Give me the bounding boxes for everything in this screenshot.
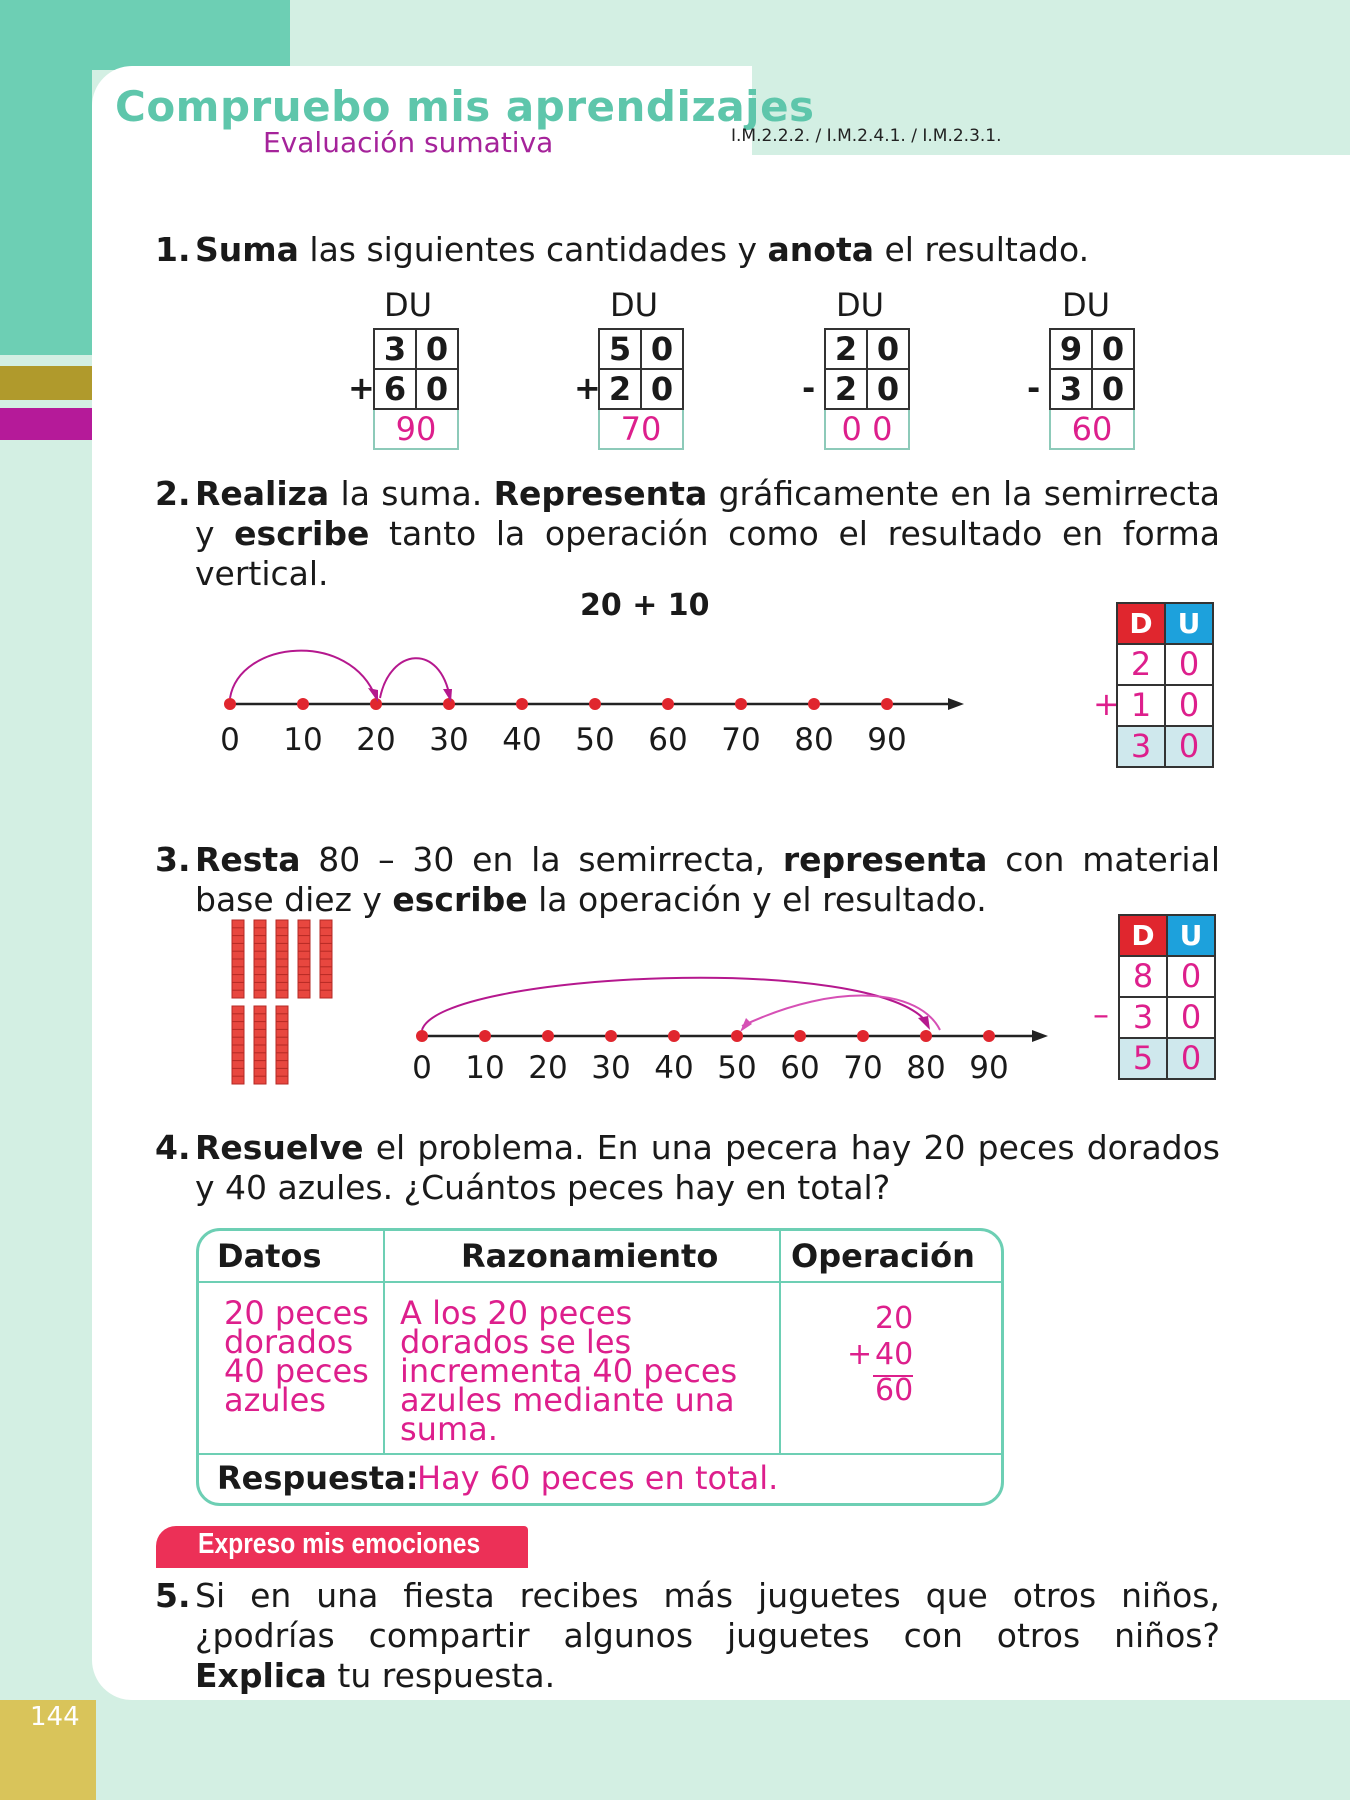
operator: + [847, 1337, 873, 1372]
keyword: Resta [195, 840, 301, 879]
digit[interactable]: 5 [1119, 1038, 1167, 1079]
number-line-label: 10 [465, 1050, 505, 1086]
number-line-point [735, 698, 747, 710]
number-line-point [662, 698, 674, 710]
text-line: azules [224, 1381, 326, 1419]
text: tu respuesta. [326, 1656, 556, 1695]
number-line-label: 40 [502, 722, 542, 758]
divider [779, 1231, 781, 1453]
text: el resultado. [874, 230, 1090, 269]
ten-rods [232, 920, 332, 1084]
jump-arc [380, 658, 450, 698]
operation-result: 60 [875, 1373, 914, 1408]
digit: 5 [599, 329, 641, 369]
digit: 0 [641, 329, 683, 369]
axis-arrow-icon [948, 698, 964, 710]
digit[interactable]: 2 [1117, 644, 1165, 685]
header-datos: Datos [217, 1237, 322, 1275]
number-line-label: 0 [220, 722, 240, 758]
result-cell[interactable]: 0 0 [825, 409, 909, 449]
number-line-2 [200, 630, 980, 720]
question-text [195, 1576, 1220, 1696]
number-line-label: 0 [412, 1050, 432, 1086]
keyword: anota [767, 230, 875, 269]
number-line-label: 80 [794, 722, 834, 758]
du-header: DU [610, 286, 659, 324]
digit: 0 [416, 329, 458, 369]
question-text [195, 230, 1220, 270]
digit: 6 [374, 369, 416, 409]
datos-cell[interactable] [224, 1294, 369, 1419]
top-color-band [92, 0, 290, 70]
du-answer-table [1118, 914, 1216, 1080]
tens-header: D [1117, 603, 1165, 644]
page-number: 144 [30, 1702, 80, 1732]
digit: 9 [1050, 329, 1092, 369]
number-line-point [542, 1030, 554, 1042]
text-line: incrementa 40 peces [400, 1352, 738, 1390]
page-title: Compruebo mis aprendizajes [115, 82, 815, 131]
question-number: 4. [155, 1128, 191, 1167]
number-line-point [808, 698, 820, 710]
text-line: azules mediante una [400, 1381, 735, 1419]
digit[interactable]: 0 [1165, 726, 1213, 767]
operator: - [802, 369, 816, 407]
question-text [195, 840, 1220, 920]
number-line-label: 10 [283, 722, 323, 758]
jump-arc-back [742, 996, 940, 1030]
number-line-point [668, 1030, 680, 1042]
razonamiento-cell[interactable] [400, 1294, 738, 1448]
du-header: DU [384, 286, 433, 324]
number-line-label: 90 [867, 722, 907, 758]
number-line-label: 30 [591, 1050, 631, 1086]
question-5 [155, 1576, 1220, 1696]
number-line-3 [400, 960, 1060, 1050]
digit: 3 [374, 329, 416, 369]
du-grid [824, 328, 910, 450]
divider [383, 1231, 385, 1453]
text: el problema. En una pecera hay 20 peces dorados y 40 azules. ¿Cuántos peces hay en total? [195, 1128, 1220, 1207]
number-line-label: 50 [717, 1050, 757, 1086]
jump-arc [230, 651, 376, 698]
answer-label: Respuesta: [217, 1459, 419, 1497]
text: con material base diez y [195, 840, 1220, 919]
divider [199, 1453, 1001, 1455]
divider [199, 1281, 1001, 1283]
du-grid [373, 328, 459, 450]
operator: + [1093, 685, 1120, 723]
digit: 0 [867, 369, 909, 409]
page-subtitle: Evaluación sumativa [263, 126, 554, 159]
digit: 0 [641, 369, 683, 409]
digit: 0 [416, 369, 458, 409]
text-line: A los 20 peces [400, 1294, 633, 1332]
number-line-label: 70 [843, 1050, 883, 1086]
text-line: dorados se les [400, 1323, 632, 1361]
keyword: Resuelve [195, 1128, 364, 1167]
digit[interactable]: 0 [1165, 685, 1213, 726]
text-line: 20 peces [224, 1294, 369, 1332]
text: la suma. [329, 474, 494, 513]
expression: 20 + 10 [580, 588, 710, 623]
question-3 [155, 840, 1220, 920]
number-line-label: 20 [528, 1050, 568, 1086]
indicator-codes: I.M.2.2.2. / I.M.2.4.1. / I.M.2.3.1. [731, 126, 1002, 146]
text: 80 – 30 en la semirrecta, [300, 840, 783, 879]
question-number: 3. [155, 840, 191, 879]
number-line-label: 20 [356, 722, 396, 758]
number-line-label: 50 [575, 722, 615, 758]
digit: 0 [1092, 329, 1134, 369]
digit: 2 [825, 369, 867, 409]
text: tanto la operación como el resultado en forma vertical. [195, 514, 1220, 593]
text: las siguientes cantidades y [298, 230, 768, 269]
number-line-label: 70 [721, 722, 761, 758]
number-line-label: 40 [654, 1050, 694, 1086]
operator: + [348, 369, 375, 407]
du-answer-table [1116, 602, 1214, 768]
digit[interactable]: 1 [1117, 685, 1165, 726]
digit[interactable]: 0 [1167, 1038, 1215, 1079]
number-line-label: 90 [969, 1050, 1009, 1086]
keyword: Explica [195, 1656, 327, 1695]
olive-stripe [0, 366, 92, 400]
digit: 0 [1092, 369, 1134, 409]
question-4 [155, 1128, 1220, 1208]
text: Si en una fiesta recibes más juguetes que otros niños, ¿podrías compartir algunos juguetes con otros niños? [195, 1576, 1220, 1655]
emotions-banner-label: Expreso mis emociones [198, 1528, 481, 1560]
answer-text[interactable]: Hay 60 peces en total. [417, 1459, 779, 1497]
result-cell[interactable]: 90 [374, 409, 458, 449]
digit[interactable]: 3 [1117, 726, 1165, 767]
question-2 [155, 474, 1220, 594]
text: gráficamente en la semirrecta y [195, 474, 1220, 553]
text-line: dorados [224, 1323, 354, 1361]
left-color-band [0, 0, 92, 355]
text-line: suma. [400, 1410, 498, 1448]
number-line-point [416, 1030, 428, 1042]
digit: 3 [1050, 369, 1092, 409]
number-line-point [297, 698, 309, 710]
question-text [195, 474, 1220, 594]
tens-header: D [1119, 915, 1167, 956]
du-grid [1049, 328, 1135, 450]
question-1 [155, 230, 1220, 270]
number-line-label: 30 [429, 722, 469, 758]
base-ten-rods [228, 918, 338, 1086]
result-cell[interactable]: 60 [1050, 409, 1134, 449]
number-line-point [224, 698, 236, 710]
text-line: 40 peces [224, 1352, 369, 1390]
units-header: U [1165, 603, 1213, 644]
question-number: 2. [155, 474, 191, 513]
du-header: DU [1062, 286, 1111, 324]
number-line-point [589, 698, 601, 710]
keyword: Representa [493, 474, 708, 513]
operator: – [1093, 995, 1109, 1033]
jump-arc [422, 978, 928, 1030]
digit: 2 [599, 369, 641, 409]
keyword: escribe [392, 880, 528, 919]
number-line-label: 80 [906, 1050, 946, 1086]
question-number: 1. [155, 230, 191, 269]
question-text [195, 1128, 1220, 1208]
number-line-label: 60 [780, 1050, 820, 1086]
question-number: 5. [155, 1576, 191, 1615]
number-line-point [794, 1030, 806, 1042]
number-line-point [516, 698, 528, 710]
keyword: Realiza [195, 474, 330, 513]
header-razonamiento: Razonamiento [461, 1237, 719, 1275]
du-header: DU [836, 286, 885, 324]
du-grid [598, 328, 684, 450]
keyword: escribe [234, 514, 370, 553]
operand: 40 [875, 1337, 914, 1372]
operator: + [574, 369, 601, 407]
digit[interactable]: 3 [1119, 997, 1167, 1038]
digit: 2 [825, 329, 867, 369]
number-line-point [605, 1030, 617, 1042]
number-line-point [920, 1030, 932, 1042]
number-line-label: 60 [648, 722, 688, 758]
arc-arrow-icon [918, 1016, 930, 1030]
digit[interactable]: 0 [1165, 644, 1213, 685]
keyword: representa [782, 840, 988, 879]
number-line-point [881, 698, 893, 710]
axis-arrow-icon [1032, 1030, 1048, 1042]
number-line-point [370, 698, 382, 710]
digit[interactable]: 8 [1119, 956, 1167, 997]
digit[interactable]: 0 [1167, 956, 1215, 997]
number-line-point [857, 1030, 869, 1042]
result-cell[interactable]: 70 [599, 409, 683, 449]
digit[interactable]: 0 [1167, 997, 1215, 1038]
text: la operación y el resultado. [527, 880, 987, 919]
keyword: Suma [195, 230, 299, 269]
operator: - [1027, 369, 1041, 407]
number-line-point [731, 1030, 743, 1042]
header-operacion: Operación [791, 1237, 975, 1275]
digit: 0 [867, 329, 909, 369]
operand: 20 [875, 1301, 914, 1336]
number-line-point [479, 1030, 491, 1042]
number-line-point [443, 698, 455, 710]
problem-table [196, 1228, 1004, 1506]
units-header: U [1167, 915, 1215, 956]
number-line-point [983, 1030, 995, 1042]
magenta-stripe [0, 408, 92, 440]
